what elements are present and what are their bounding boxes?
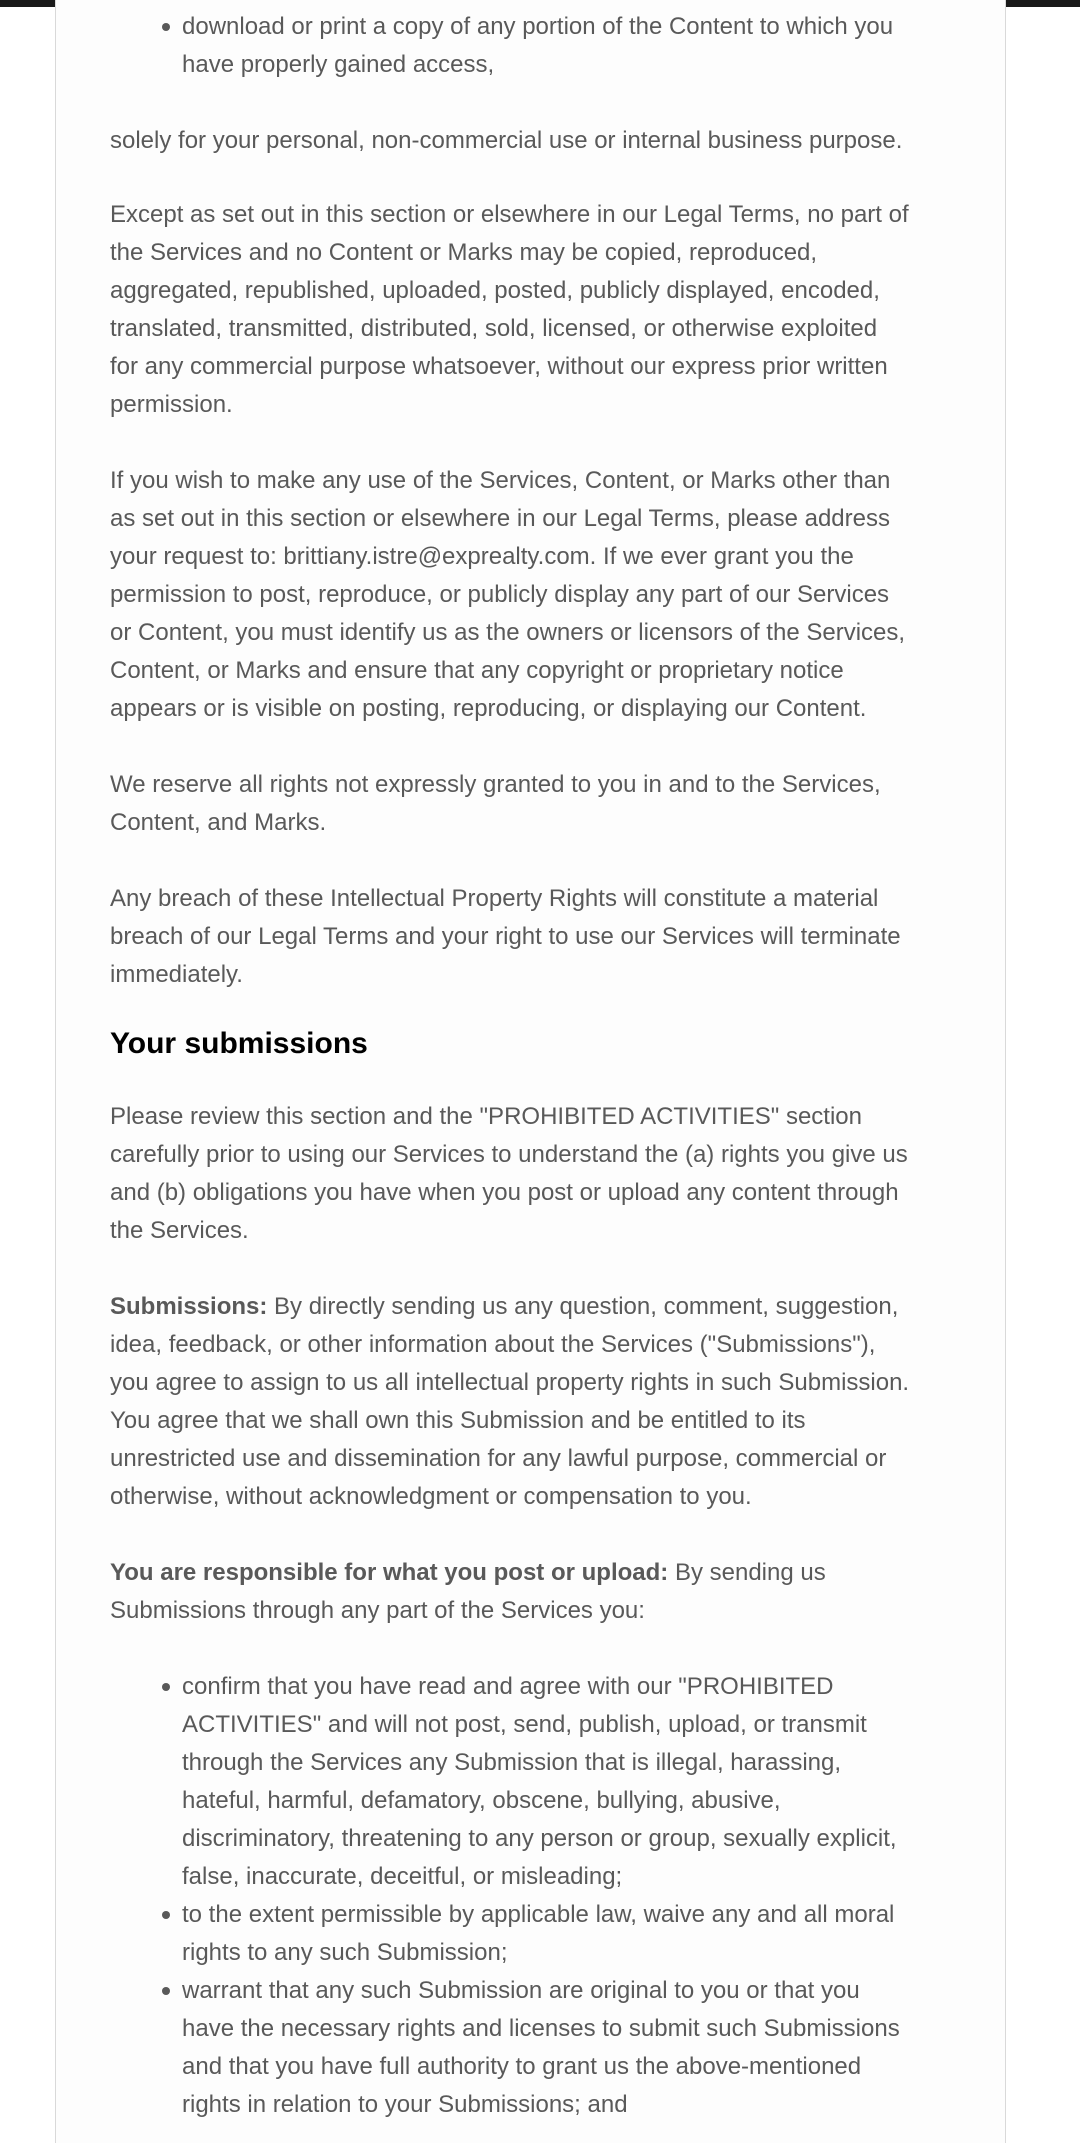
list-item: to the extent permissible by applicable law, waive any and all moral rights to any such Submission; xyxy=(182,1896,910,1972)
paragraph-submissions xyxy=(110,1288,910,1516)
document-card xyxy=(55,0,1006,2143)
list-item: download or print a copy of any portion of the Content to which you have properly gained access, xyxy=(182,8,910,84)
responsible-text: By sending us Submissions through any part of the Services you: xyxy=(110,1559,826,1624)
paragraph-reserve-rights: We reserve all rights not expressly granted to you in and to the Services, Content, and Marks. xyxy=(110,771,881,836)
paragraph-review: Please review this section and the "PROHIBITED ACTIVITIES" section carefully prior to using our Services to understand the (a) rights you give us and (b) obligations you have when you post or upload any content through the Services. xyxy=(110,1103,908,1244)
document-content xyxy=(110,8,910,2124)
paragraph-breach: Any breach of these Intellectual Property Rights will constitute a material breach of our Legal Terms and your right to use our Services will terminate immediately. xyxy=(110,885,901,988)
list-item: warrant that any such Submission are original to you or that you have the necessary rights and licenses to submit such Submissions and that you have full authority to grant us the above-mentioned rights in relation to your Submissions; and xyxy=(182,1972,910,2124)
paragraph-except: Except as set out in this section or elsewhere in our Legal Terms, no part of the Services and no Content or Marks may be copied, reproduced, aggregated, republished, uploaded, posted, publicly displayed, encoded, translated, transmitted, distributed, sold, licensed, or otherwise exploited for any commercial purpose whatsoever, without our express prior written permission. xyxy=(110,201,909,418)
paragraph-if-you-wish: If you wish to make any use of the Services, Content, or Marks other than as set out in this section or elsewhere in our Legal Terms, please address your request to: brittiany.istre@exprealty.com. If we ever grant you the permission to post, reproduce, or publicly display any part of our Services or Content, you must identify us as the owners or licensors of the Services, Content, or Marks and ensure that any copyright or proprietary notice appears or is visible on posting, reproducing, or displaying our Content. xyxy=(110,467,906,722)
submissions-label: Submissions: xyxy=(110,1293,268,1320)
list-item: confirm that you have read and agree with our "PROHIBITED ACTIVITIES" and will not post, send, publish, upload, or transmit through the Services any Submission that is illegal, harassing, hateful, harmful, defamatory, obscene, bullying, abusive, discriminatory, threatening to any person or group, sexually explicit, false, inaccurate, deceitful, or misleading; xyxy=(182,1668,910,1896)
submission-obligations-list xyxy=(110,1668,910,2124)
responsible-label: You are responsible for what you post or upload: xyxy=(110,1559,669,1586)
submissions-text: By directly sending us any question, comment, suggestion, idea, feedback, or other information about the Services ("Submissions"), you agree to assign to us all intellectual property rights in such Submission. You agree that we shall own this Submission and be entitled to its unrestricted use and dissemination for any lawful purpose, commercial or otherwise, without acknowledgment or compensation to you. xyxy=(110,1293,910,1510)
paragraph-solely: solely for your personal, non-commercial use or internal business purpose. xyxy=(110,127,903,154)
access-list xyxy=(110,8,910,84)
section-heading: Your submissions xyxy=(110,1027,368,1060)
paragraph-responsible xyxy=(110,1554,910,1630)
